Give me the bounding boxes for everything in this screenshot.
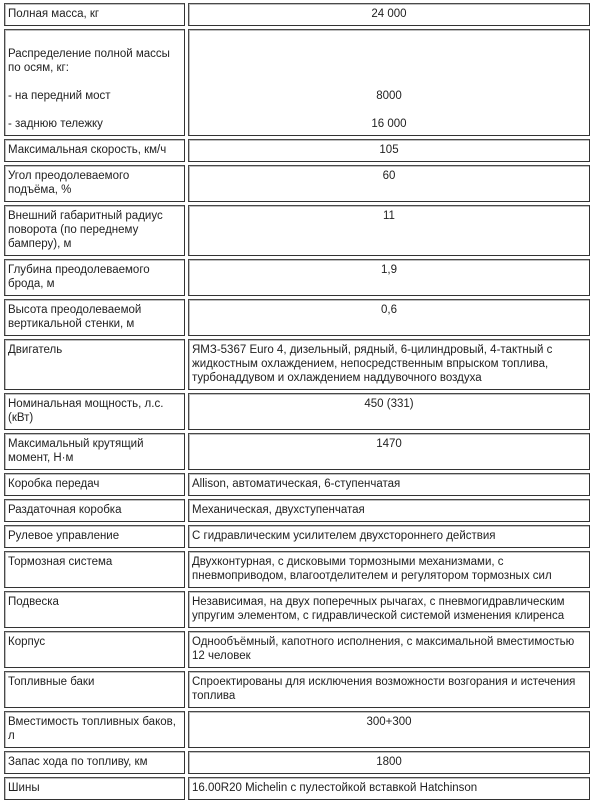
spec-label: Высота преодолеваемой вертикальной стенки, м — [4, 299, 185, 336]
table-row — [4, 3, 590, 26]
table-row — [4, 205, 590, 256]
spec-label: Тормозная система — [4, 551, 185, 588]
table-row — [4, 777, 590, 800]
table-row — [4, 433, 590, 470]
table-row — [4, 551, 590, 588]
spec-value: Allison, автоматическая, 6-ступенчатая — [188, 473, 590, 496]
spec-label: Угол преодолеваемого подъёма, % — [4, 165, 185, 202]
spec-label-front-axle: - на передний мост — [8, 90, 111, 102]
spec-value: 16.00R20 Michelin с пулестойкой вставкой Hatchinson — [188, 777, 590, 800]
spec-value: 24 000 — [188, 3, 590, 26]
spec-label: Внешний габаритный радиус поворота (по переднему бамперу), м — [4, 205, 185, 256]
spec-value: 1800 — [188, 751, 590, 774]
spec-label: Шины — [4, 777, 185, 800]
spec-label: Топливные баки — [4, 671, 185, 708]
spec-value: 1470 — [188, 433, 590, 470]
spec-value: ЯМЗ-5367 Euro 4, дизельный, рядный, 6-цилиндровый, 4-тактный с жидкостным охлаждением, непосредственным впрыском топлива, турбонаддувом и охлаждением наддувочного воздуха — [188, 339, 590, 390]
spec-value: Однообъёмный, капотного исполнения, с максимальной вместимостью 12 человек — [188, 631, 590, 668]
spec-value: 300+300 — [188, 711, 590, 748]
table-row — [4, 29, 590, 136]
spec-label: Максимальная скорость, км/ч — [4, 139, 185, 162]
spec-label: Рулевое управление — [4, 525, 185, 548]
spec-label: Запас хода по топливу, км — [4, 751, 185, 774]
spec-value: Независимая, на двух поперечных рычагах, с пневмогидравлическим упругим элементом, с гидравлической системой изменения клиренса — [188, 591, 590, 628]
spec-value: Спроектированы для исключения возможности возгорания и истечения топлива — [188, 671, 590, 708]
table-row — [4, 671, 590, 708]
spec-value: С гидравлическим усилителем двухстороннего действия — [188, 525, 590, 548]
spec-label: Номинальная мощность, л.с. (кВт) — [4, 393, 185, 430]
spec-label — [4, 29, 185, 136]
spec-label: Подвеска — [4, 591, 185, 628]
spec-value: 1,9 — [188, 259, 590, 296]
spec-value: 11 — [188, 205, 590, 256]
table-row — [4, 499, 590, 522]
table-row — [4, 711, 590, 748]
table-row — [4, 393, 590, 430]
spec-value: Механическая, двухступенчатая — [188, 499, 590, 522]
spec-value: 60 — [188, 165, 590, 202]
spec-label: Максимальный крутящий момент, Н·м — [4, 433, 185, 470]
specifications-table — [1, 0, 593, 803]
spec-label: Вместимость топливных баков, л — [4, 711, 185, 748]
spec-value: 0,6 — [188, 299, 590, 336]
spec-label-heading: Распределение полной массы по осям, кг: — [8, 48, 170, 74]
spec-value: 450 (331) — [188, 393, 590, 430]
table-row — [4, 299, 590, 336]
table-row — [4, 473, 590, 496]
table-row — [4, 139, 590, 162]
spec-value-front-axle: 8000 — [376, 90, 402, 102]
spec-label: Коробка передач — [4, 473, 185, 496]
spec-value: Двухконтурная, с дисковыми тормозными механизмами, с пневмоприводом, влагоотделителем и регулятором тормозных сил — [188, 551, 590, 588]
spec-label: Глубина преодолеваемого брода, м — [4, 259, 185, 296]
table-row — [4, 525, 590, 548]
spec-value-rear-bogie: 16 000 — [371, 118, 407, 130]
table-row — [4, 631, 590, 668]
table-row — [4, 339, 590, 390]
spec-label: Раздаточная коробка — [4, 499, 185, 522]
table-row — [4, 751, 590, 774]
spec-value — [188, 29, 590, 136]
table-row — [4, 259, 590, 296]
spec-value: 105 — [188, 139, 590, 162]
spec-label: Двигатель — [4, 339, 185, 390]
spec-label-rear-bogie: - заднюю тележку — [8, 118, 103, 130]
spec-label: Корпус — [4, 631, 185, 668]
table-row — [4, 165, 590, 202]
table-row — [4, 591, 590, 628]
spec-label: Полная масса, кг — [4, 3, 185, 26]
